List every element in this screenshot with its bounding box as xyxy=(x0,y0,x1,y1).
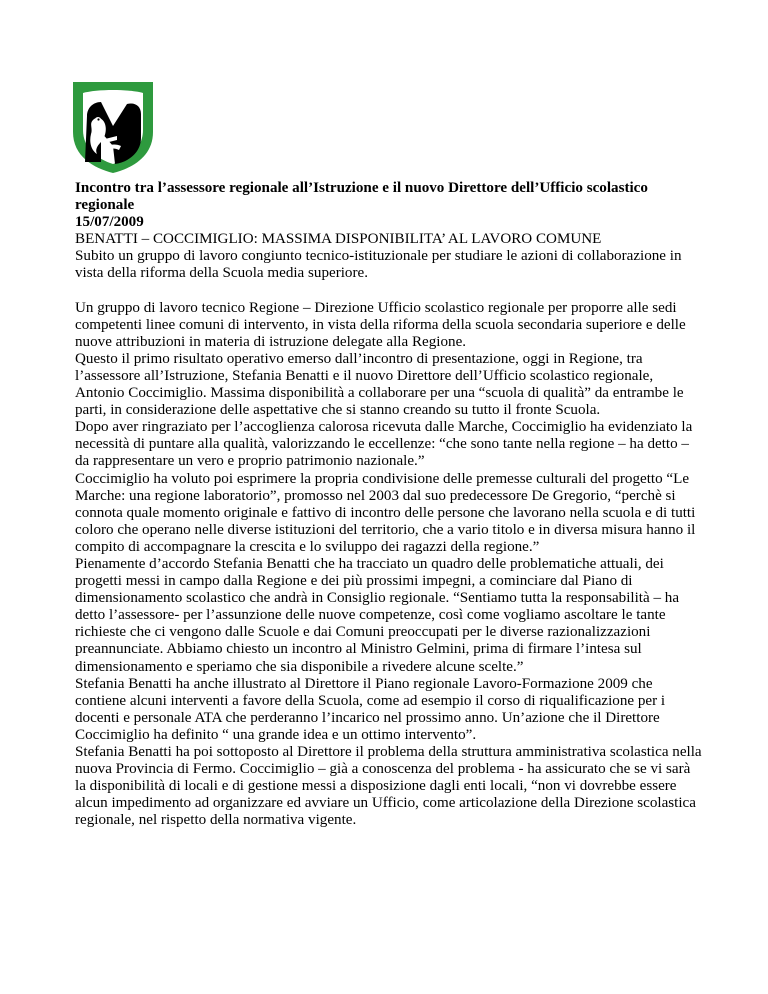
regione-marche-emblem-icon xyxy=(71,80,155,174)
body-paragraph: Coccimiglio ha voluto poi esprimere la propria condivisione delle premesse culturali del progetto “Le Marche: una regione laboratorio”, promosso nel 2003 dal suo predecessore De Gregorio, “perchè si connota quale momento originale e fattivo di incontro delle persone che lavorano nella scuola e di tutti coloro che operano nelle diverse istituzioni del territorio, che a vario titolo e in diversa misura hanno il compito di accompagnare la crescita e lo sviluppo dei ragazzi della regione.” xyxy=(75,470,696,555)
document-date: 15/07/2009 xyxy=(75,214,144,231)
body-paragraph: Dopo aver ringraziato per l’accoglienza calorosa ricevuta dalle Marche, Coccimiglio ha evidenziato la necessità di puntare alla qualità, valorizzando le eccellenze: “che sono tante nella regione – ha detto – da rappresentare un vero e proprio patrimonio nazionale.” xyxy=(75,419,693,470)
body-paragraph: Un gruppo di lavoro tecnico Regione – Direzione Ufficio scolastico regionale per proporre alle sedi competenti linee comuni di intervento, in vista della riforma della scuola secondaria superiore e delle nuove attribuzioni in materia di istruzione delegate alla Regione. xyxy=(75,299,686,350)
document-title: Incontro tra l’assessore regionale all’Istruzione e il nuovo Direttore dell’Ufficio scolastico regionale xyxy=(75,180,648,214)
document-headline: BENATTI – COCCIMIGLIO: MASSIMA DISPONIBILITA’ AL LAVORO COMUNE xyxy=(75,231,602,248)
body-paragraph: Stefania Benatti ha anche illustrato al Direttore il Piano regionale Lavoro-Formazione 2009 che contiene alcuni interventi a favore della Scuola, come ad esempio il corso di riqualificazione per i docenti e personale ATA che perderanno l’incarico nel prossimo anno. Un’azione che il Direttore Coccimiglio ha definito “ una grande idea e un ottimo intervento”. xyxy=(75,675,666,743)
paragraph-spacer xyxy=(75,283,703,300)
body-paragraph: Questo il primo risultato operativo emerso dall’incontro di presentazione, oggi in Regione, tra l’assessore all’Istruzione, Stefania Benatti e il nuovo Direttore dell’Ufficio scolastico regionale, Antonio Coccimiglio. Massima disponibilità a collaborare per una “scuola di qualità” da entrambe le parti, in considerazione delle aspettative che si stanno creando su tutto il fronte Scuola. xyxy=(75,350,684,419)
body-paragraph: Pienamente d’accordo Stefania Benatti che ha tracciato un quadro delle problematiche attuali, dei progetti messi in campo dalla Regione e dei più prossimi impegni, a cominciare dal Piano di dimensionamento scolastico che andrà in Consiglio regionale. “Sentiamo tutta la responsabilità – ha detto l’assessore- per l’assunzione delle nuove competenze, così come vogliamo ascoltare le tante richieste che ci vengono dalle Scuole e dai Comuni preoccupati per le diverse razionalizzazioni preannunciate. Abbiamo chiesto un incontro al Ministro Gelmini, prima di firmare l’intesa sul dimensionamento e speriamo che sia disponibile a rivedere alcune scelte.” xyxy=(75,555,680,675)
document-subtitle: Subito un gruppo di lavoro congiunto tecnico-istituzionale per studiare le azioni di collaborazione in vista della riforma della Scuola media superiore. xyxy=(75,248,682,282)
body-paragraph: Stefania Benatti ha poi sottoposto al Direttore il problema della struttura amministrativa scolastica nella nuova Provincia di Fermo. Coccimiglio – già a conoscenza del problema - ha assicurato che se vi sarà la disponibilità di locali e di gestione messi a disposizione dagli enti locali, “non vi dovrebbe essere alcun impedimento ad organizzare ed avviare un Ufficio, come articolazione della Direzione scolastica regionale, nel rispetto della normativa vigente. xyxy=(75,744,702,829)
document-body xyxy=(75,180,703,829)
